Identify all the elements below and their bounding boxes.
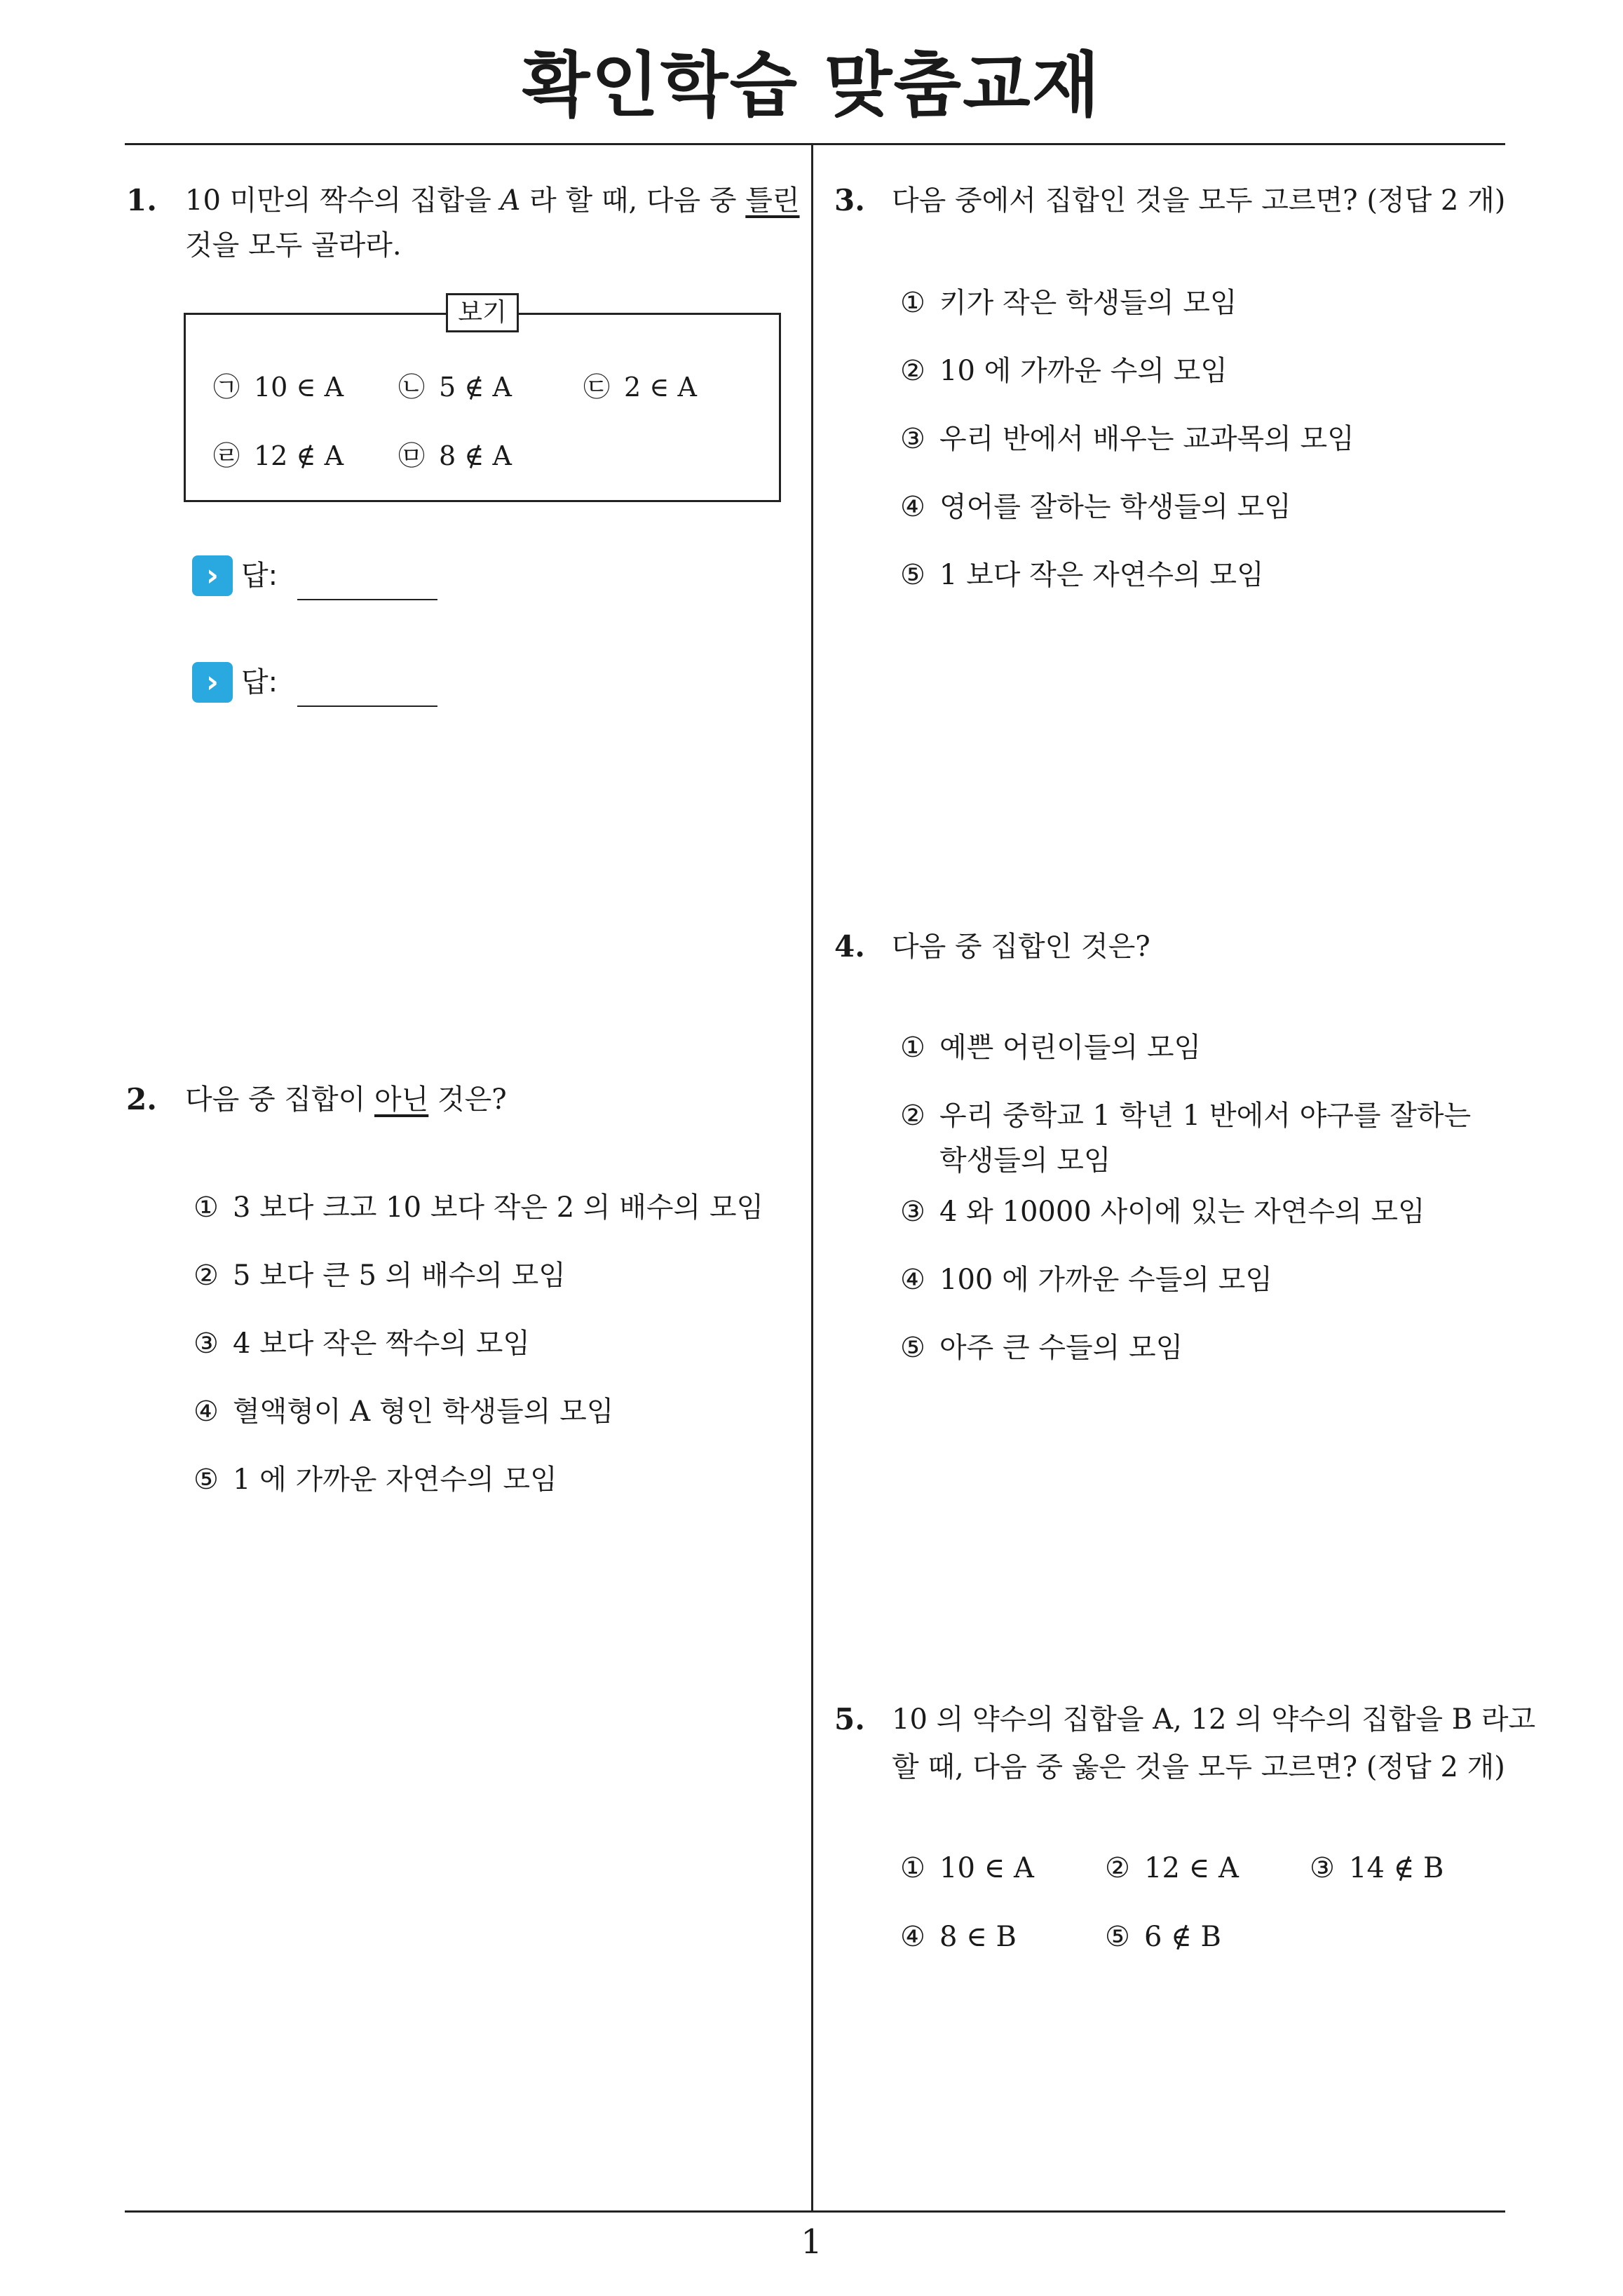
question-text <box>185 178 802 223</box>
header-divider <box>125 143 1505 145</box>
option-text: 1 에 가까운 자연수의 모임 <box>233 1464 557 1496</box>
option-text: 우리 반에서 배우는 교과목의 모임 <box>939 423 1354 455</box>
option-item[interactable] <box>900 281 1237 325</box>
question-text: 10 의 약수의 집합을 A, 12 의 약수의 집합을 B 라고 <box>892 1703 1536 1736</box>
question-number: 1. <box>126 183 157 217</box>
option-item[interactable] <box>193 1457 557 1502</box>
question-1 <box>126 178 799 269</box>
option-mark: ㉡ <box>398 372 426 403</box>
option-mark: ② <box>1105 1852 1130 1884</box>
option-mark: ④ <box>900 1264 925 1296</box>
option-mark: ③ <box>1310 1852 1335 1884</box>
option-mark: ④ <box>193 1396 219 1428</box>
question-text: 다음 중에서 집합인 것을 모두 고르면? (정답 2 개) <box>892 184 1506 217</box>
chevron-right-icon: › <box>192 555 233 596</box>
question-text: 다음 중 집합인 것은? <box>892 931 1150 963</box>
question-number: 4. <box>834 929 865 964</box>
option-item[interactable] <box>900 1846 1034 1891</box>
option-text: 10 ∈ A <box>939 1852 1034 1884</box>
answer-label: 답: <box>241 666 278 698</box>
option-text: 키가 작은 학생들의 모임 <box>939 287 1237 319</box>
option-mark: ㉤ <box>398 440 426 471</box>
option-mark: ⑤ <box>193 1464 219 1496</box>
underlined-word: 아닌 <box>374 1083 429 1116</box>
chevron-right-icon: › <box>192 662 233 703</box>
option-item[interactable] <box>193 1253 566 1298</box>
question-text-part: 10 미만의 짝수의 집합을 <box>185 184 501 217</box>
question-2 <box>126 1077 799 1126</box>
option-item[interactable] <box>900 1915 1017 1959</box>
option-text: 3 보다 크고 10 보다 작은 2 의 배수의 모임 <box>233 1191 764 1224</box>
option-item[interactable] <box>900 417 1354 461</box>
option-item[interactable] <box>193 1389 613 1434</box>
option-item[interactable] <box>900 553 1264 597</box>
option-item[interactable] <box>193 1321 530 1366</box>
question-text <box>185 1077 507 1122</box>
option-mark: ③ <box>900 423 925 455</box>
option-text: 10 ∈ A <box>254 372 344 403</box>
question-number: 5. <box>834 1702 865 1736</box>
answer-line[interactable] <box>297 599 437 600</box>
question-text-part: 라 할 때, 다음 중 <box>520 184 746 217</box>
option-text: 영어를 잘하는 학생들의 모임 <box>939 491 1291 523</box>
option-item[interactable] <box>900 1257 1272 1302</box>
option-mark: ③ <box>193 1328 219 1360</box>
question-3 <box>834 178 1506 227</box>
column-divider <box>811 145 813 2213</box>
option-text: 14 ∉ B <box>1349 1852 1444 1884</box>
page-title: 확인학습 맞춤교재 <box>522 44 1101 126</box>
option-text: 4 보다 작은 짝수의 모임 <box>233 1328 531 1360</box>
option-text: 우리 중학교 1 학년 1 반에서 야구를 잘하는 <box>939 1100 1472 1132</box>
option-text: 4 와 10000 사이에 있는 자연수의 모임 <box>939 1196 1425 1228</box>
option-text: 6 ∉ B <box>1144 1921 1221 1953</box>
question-text-line2: 할 때, 다음 중 옳은 것을 모두 고르면? (정답 2 개) <box>892 1751 1505 1783</box>
question-text-part: 다음 중 집합이 <box>185 1083 374 1116</box>
answer-line[interactable] <box>297 705 437 707</box>
option-item[interactable] <box>900 1325 1183 1370</box>
box-option <box>213 366 344 408</box>
option-item[interactable] <box>1105 1846 1239 1891</box>
option-mark: ⑤ <box>900 1332 925 1364</box>
option-mark: ② <box>900 355 925 387</box>
option-mark: ㉢ <box>583 372 611 403</box>
box-option <box>583 366 697 408</box>
question-4 <box>834 924 1493 973</box>
option-text: 아주 큰 수들의 모임 <box>939 1332 1183 1364</box>
box-option <box>398 366 512 408</box>
option-text: 8 ∈ B <box>939 1921 1017 1953</box>
option-item[interactable] <box>900 1093 1471 1138</box>
question-text-line2: 것을 모두 골라라. <box>185 229 402 262</box>
option-text: 2 ∈ A <box>624 372 697 403</box>
option-item[interactable] <box>1105 1915 1221 1959</box>
option-item[interactable] <box>193 1185 763 1230</box>
option-text: 12 ∉ A <box>254 440 344 471</box>
option-text: 5 ∉ A <box>439 372 512 403</box>
option-item[interactable] <box>900 1189 1425 1234</box>
option-mark: ① <box>900 1852 925 1884</box>
option-mark: ① <box>193 1191 219 1224</box>
option-text: 예쁜 어린이들의 모임 <box>939 1032 1202 1064</box>
option-mark: ⑤ <box>900 559 925 591</box>
option-mark: ㉠ <box>213 372 240 403</box>
option-text: 10 에 가까운 수의 모임 <box>939 355 1228 387</box>
question-number: 2. <box>126 1082 157 1116</box>
page-number: 1 <box>801 2222 822 2262</box>
option-item[interactable] <box>900 1025 1201 1070</box>
box-option <box>213 435 344 477</box>
option-item[interactable] <box>900 349 1228 393</box>
option-mark: ① <box>900 287 925 319</box>
option-mark: ④ <box>900 491 925 523</box>
question-5 <box>834 1697 1536 1791</box>
option-mark: ③ <box>900 1196 925 1228</box>
answer-label: 답: <box>241 560 278 592</box>
option-mark: ② <box>900 1100 925 1132</box>
option-item[interactable] <box>900 485 1291 529</box>
question-number: 3. <box>834 183 865 217</box>
option-text: 혈액형이 A 형인 학생들의 모임 <box>233 1396 614 1428</box>
option-text: 100 에 가까운 수들의 모임 <box>939 1264 1272 1296</box>
option-mark: ② <box>193 1260 219 1292</box>
option-text: 5 보다 큰 5 의 배수의 모임 <box>233 1260 566 1292</box>
option-mark: ㉣ <box>213 440 240 471</box>
box-option <box>398 435 512 477</box>
example-box-label: 보기 <box>446 293 519 332</box>
footer-divider <box>125 2210 1505 2213</box>
option-mark: ⑤ <box>1105 1921 1130 1953</box>
option-text-continued: 학생들의 모임 <box>939 1144 1111 1177</box>
question-text-part: 것은? <box>428 1083 507 1116</box>
option-text: 12 ∈ A <box>1144 1852 1239 1884</box>
math-var: A <box>500 184 521 217</box>
underlined-word: 틀린 <box>745 184 800 217</box>
option-text: 1 보다 작은 자연수의 모임 <box>939 559 1264 591</box>
option-text: 8 ∉ A <box>439 440 512 471</box>
option-mark: ④ <box>900 1921 925 1953</box>
option-item[interactable] <box>1310 1846 1444 1891</box>
option-mark: ① <box>900 1032 925 1064</box>
